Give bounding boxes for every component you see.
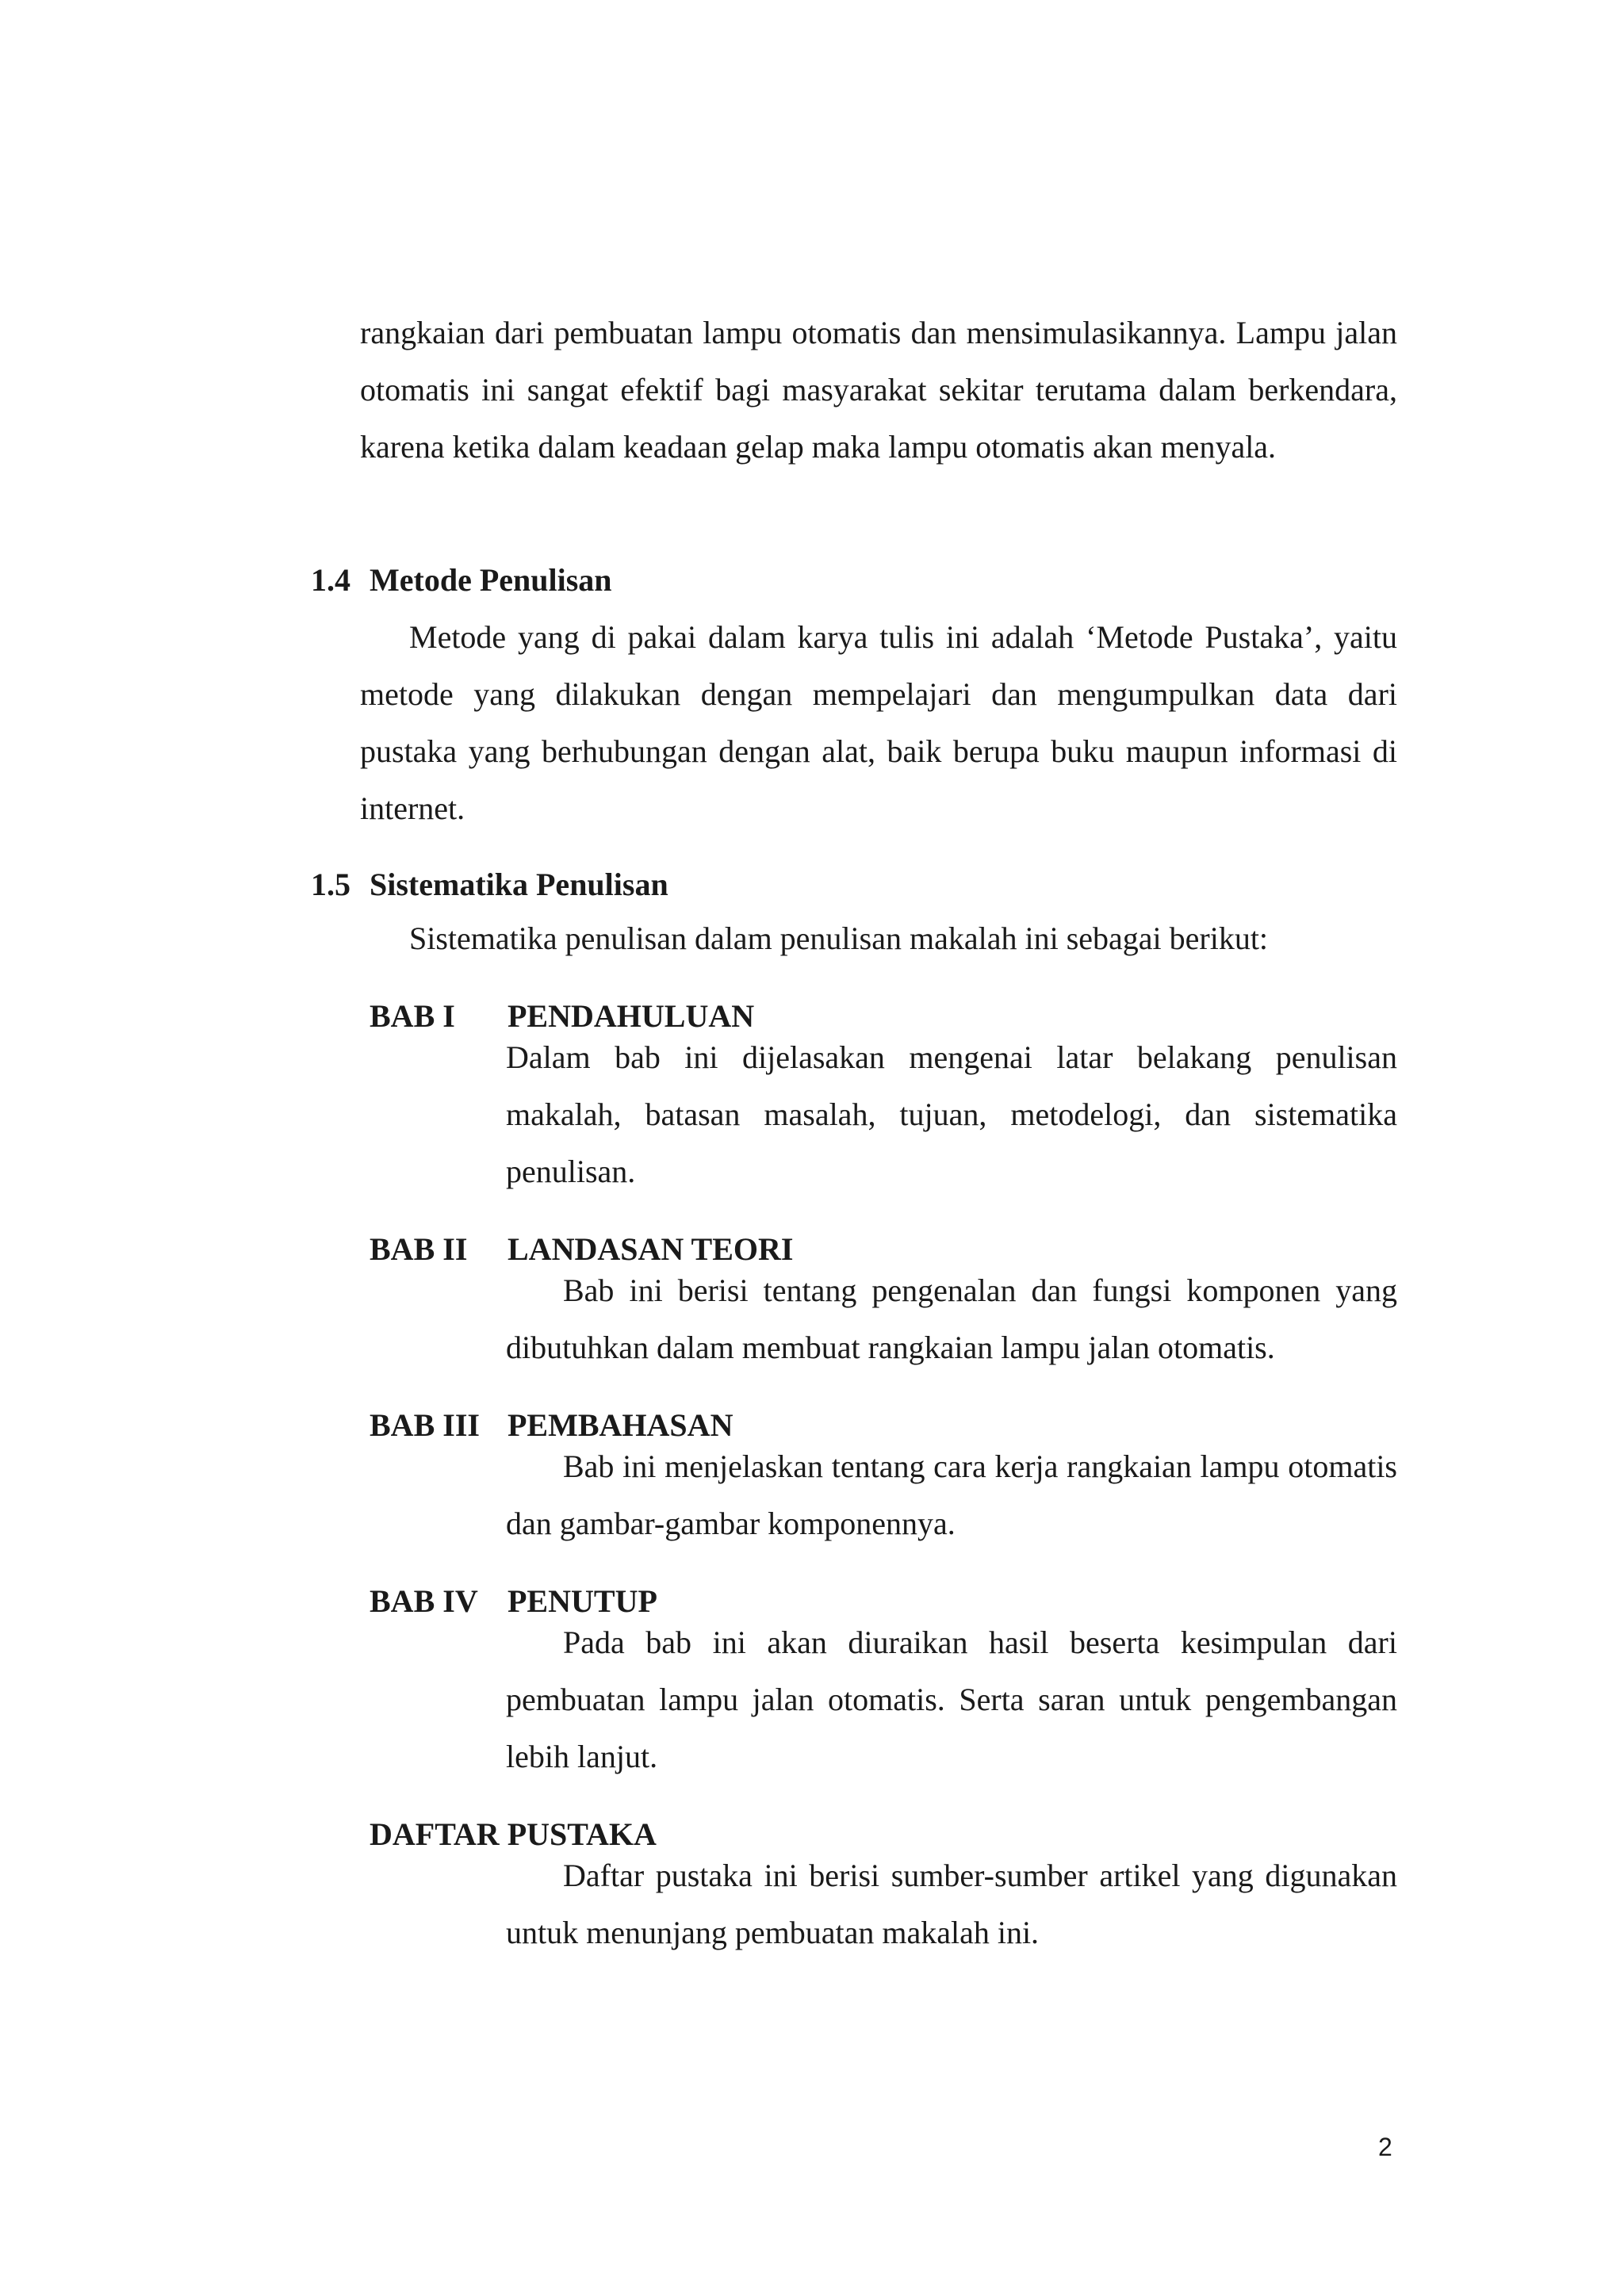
chapter-label-bibliography: DAFTAR PUSTAKA — [370, 1816, 657, 1852]
chapter-label-2: BAB II — [370, 1231, 468, 1267]
chapter-description-bibliography: Daftar pustaka ini berisi sumber-sumber artikel yang digunakan untuk menunjang pembuatan makalah ini. — [506, 1858, 1397, 1950]
section-title: Sistematika Penulisan — [370, 867, 668, 902]
section-heading-1-5 — [311, 866, 668, 904]
chapter-description-2: Bab ini berisi tentang pengenalan dan fungsi komponen yang dibutuhkan dalam membuat rangkaian lampu jalan otomatis. — [506, 1272, 1397, 1365]
chapter-title-3: PEMBAHASAN — [508, 1407, 733, 1443]
section-number: 1.5 — [311, 867, 350, 902]
chapter-description-1: Dalam bab ini dijelasakan mengenai latar belakang penulisan makalah, batasan masalah, tujuan, metodelogi, dan sistematika penulisan. — [506, 1039, 1397, 1189]
chapter-description-3: Bab ini menjelaskan tentang cara kerja rangkaian lampu otomatis dan gambar-gambar komponennya. — [506, 1448, 1397, 1541]
chapter-label-3: BAB III — [370, 1407, 480, 1443]
chapter-label-4: BAB IV — [370, 1583, 478, 1619]
page-number: 2 — [1378, 2133, 1392, 2161]
section-1-4-body: Metode yang di pakai dalam karya tulis ini adalah ‘Metode Pustaka’, yaitu metode yang dilakukan dengan mempelajari dan mengumpulkan data dari pustaka yang berhubungan dengan alat, baik berupa buku maupun informasi di internet. — [360, 619, 1397, 826]
section-number: 1.4 — [311, 562, 350, 598]
chapter-description-4: Pada bab ini akan diuraikan hasil beserta kesimpulan dari pembuatan lampu jalan otomatis. Serta saran untuk pengembangan lebih lanjut. — [506, 1624, 1397, 1774]
continuation-paragraph: rangkaian dari pembuatan lampu otomatis dan mensimulasikannya. Lampu jalan otomatis ini sangat efektif bagi masyarakat sekitar terutama dalam berkendara, karena ketika dalam keadaan gelap maka lampu otomatis akan menyala. — [360, 315, 1397, 465]
section-heading-1-4 — [311, 561, 612, 599]
chapter-title-1: PENDAHULUAN — [508, 998, 755, 1034]
chapter-title-2: LANDASAN TEORI — [508, 1231, 794, 1267]
chapter-title-4: PENUTUP — [508, 1583, 657, 1619]
section-1-5-intro: Sistematika penulisan dalam penulisan makalah ini sebagai berikut: — [409, 920, 1269, 956]
section-title: Metode Penulisan — [370, 562, 612, 598]
chapter-label-1: BAB I — [370, 998, 455, 1034]
